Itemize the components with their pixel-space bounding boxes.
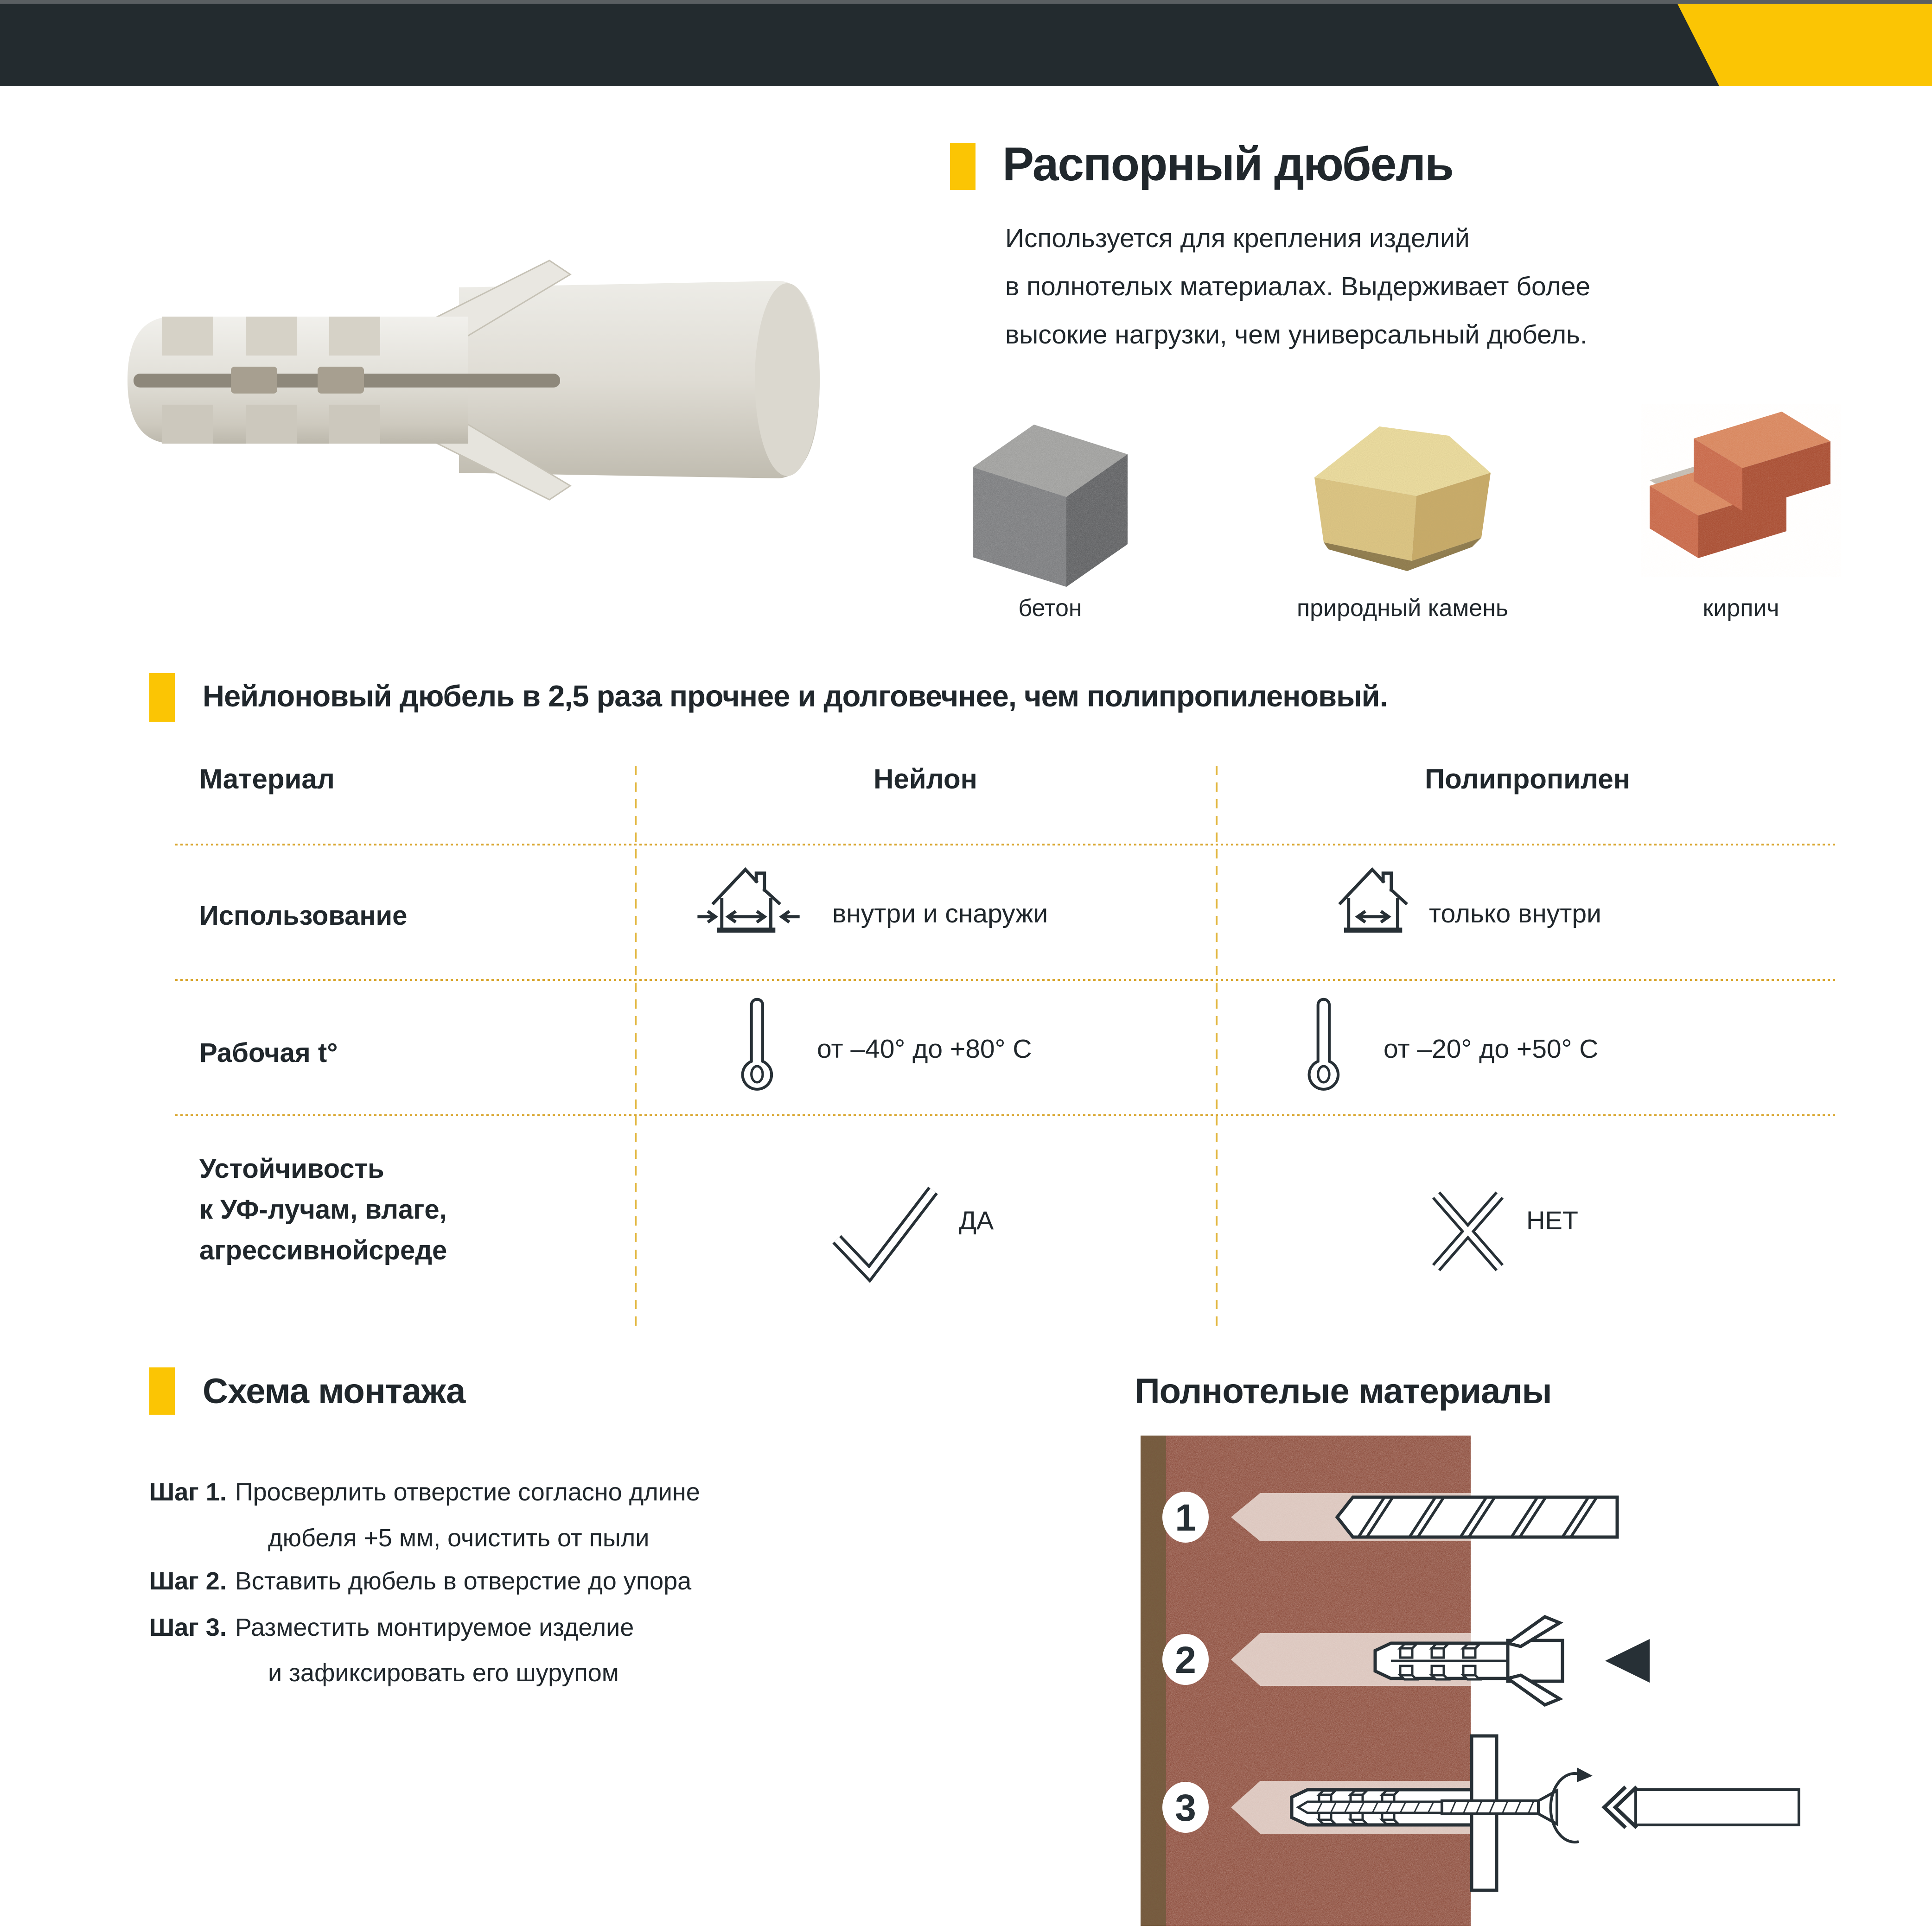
install-step-1 — [149, 1478, 700, 1506]
check-icon — [826, 1177, 944, 1285]
temperature-poly-value: от –20° до +50° С — [1384, 1034, 1599, 1064]
page-title: Распорный дюбель — [1002, 138, 1453, 191]
step-text: Просверлить отверстие согласно длине — [235, 1478, 700, 1506]
dowel-notch — [246, 405, 297, 444]
dowel-product-photo — [107, 232, 835, 528]
description-line: Используется для крепления изделий — [1005, 223, 1470, 253]
natural-stone-image — [1296, 408, 1509, 577]
install-step-3-cont — [268, 1659, 619, 1687]
resistance-poly-value: НЕТ — [1526, 1206, 1578, 1235]
title-accent-bar — [950, 143, 976, 190]
thermometer-icon — [738, 998, 775, 1093]
step-number-3: 3 — [1175, 1787, 1196, 1829]
resistance-label-line: Устойчивость — [199, 1154, 384, 1184]
column-header-material: Материал — [199, 763, 335, 794]
column-header-nylon: Нейлон — [874, 763, 977, 794]
install-step-3 — [149, 1613, 634, 1642]
install-accent-bar — [149, 1367, 175, 1415]
row-label-usage: Использование — [199, 901, 408, 931]
step-text: и зафиксировать его шурупом — [268, 1659, 619, 1687]
thermometer-icon — [1305, 998, 1342, 1093]
drill-icon — [1337, 1497, 1617, 1537]
house-arrows-in-out-icon — [695, 861, 803, 936]
step-text: Вставить дюбель в отверстие до упора — [235, 1567, 692, 1595]
dowel-end-cap — [755, 283, 820, 476]
dowel-notch — [162, 405, 213, 444]
solid-materials-title: Полнотелые материалы — [1135, 1372, 1552, 1411]
dowel-notch — [329, 317, 380, 356]
material-label: природный камень — [1296, 595, 1509, 622]
resistance-label-line: к УФ-лучам, влаге, — [199, 1195, 447, 1225]
column-header-polypropylene: Полипропилен — [1425, 763, 1630, 794]
dowel-notch — [162, 317, 213, 356]
step-label: Шаг 2. — [149, 1567, 227, 1595]
step-label: Шаг 1. — [149, 1478, 227, 1506]
resistance-label-line: агрессивнойсреде — [199, 1235, 447, 1265]
dowel-tab — [231, 367, 277, 394]
step-text: дюбеля +5 мм, очистить от пыли — [268, 1524, 650, 1552]
install-title: Схема монтажа — [203, 1372, 465, 1411]
brick-image — [1641, 404, 1841, 577]
table-row-divider — [175, 844, 1837, 845]
cross-icon — [1422, 1181, 1514, 1282]
step-text: Разместить монтируемое изделие — [235, 1614, 634, 1641]
screw-head — [1538, 1791, 1557, 1824]
table-row-divider — [175, 1114, 1837, 1116]
install-step-2 — [149, 1567, 691, 1595]
headline-accent-bar — [149, 673, 175, 722]
description-line: в полнотелых материалах. Выдерживает более — [1005, 272, 1591, 301]
install-step-1-cont — [268, 1524, 649, 1552]
step-label: Шаг 3. — [149, 1614, 227, 1641]
step-number-2: 2 — [1175, 1639, 1196, 1681]
concrete-block-image — [964, 402, 1136, 588]
usage-nylon-value: внутри и снаружи — [832, 899, 1048, 928]
resistance-nylon-value: ДА — [959, 1206, 994, 1235]
dowel-notch — [246, 317, 297, 356]
row-label-resistance — [199, 1149, 447, 1271]
dowel-notch — [329, 405, 380, 444]
step-number-1: 1 — [1175, 1497, 1196, 1539]
description-line: высокие нагрузки, чем универсальный дюбель. — [1005, 320, 1588, 350]
arrow-left-icon — [1605, 1639, 1650, 1683]
usage-poly-value: только внутри — [1429, 899, 1601, 928]
material-label: кирпич — [1702, 595, 1779, 622]
screwdriver-icon — [1636, 1790, 1799, 1825]
top-bar — [0, 0, 1932, 86]
house-arrows-in-icon — [1321, 861, 1430, 936]
top-bar-strip — [0, 0, 1932, 4]
installation-diagram — [1141, 1432, 1836, 1931]
product-description — [1005, 214, 1590, 359]
table-column-divider — [1216, 766, 1218, 1326]
row-label-temperature: Рабочая t° — [199, 1038, 338, 1068]
comparison-headline: Нейлоновый дюбель в 2,5 раза прочнее и долговечнее, чем полипропиленовый. — [203, 679, 1388, 713]
table-row-divider — [175, 979, 1837, 981]
material-label: бетон — [1018, 595, 1082, 622]
dowel-tab — [318, 367, 364, 394]
temperature-nylon-value: от –40° до +80° С — [817, 1034, 1032, 1064]
table-column-divider — [635, 766, 637, 1326]
